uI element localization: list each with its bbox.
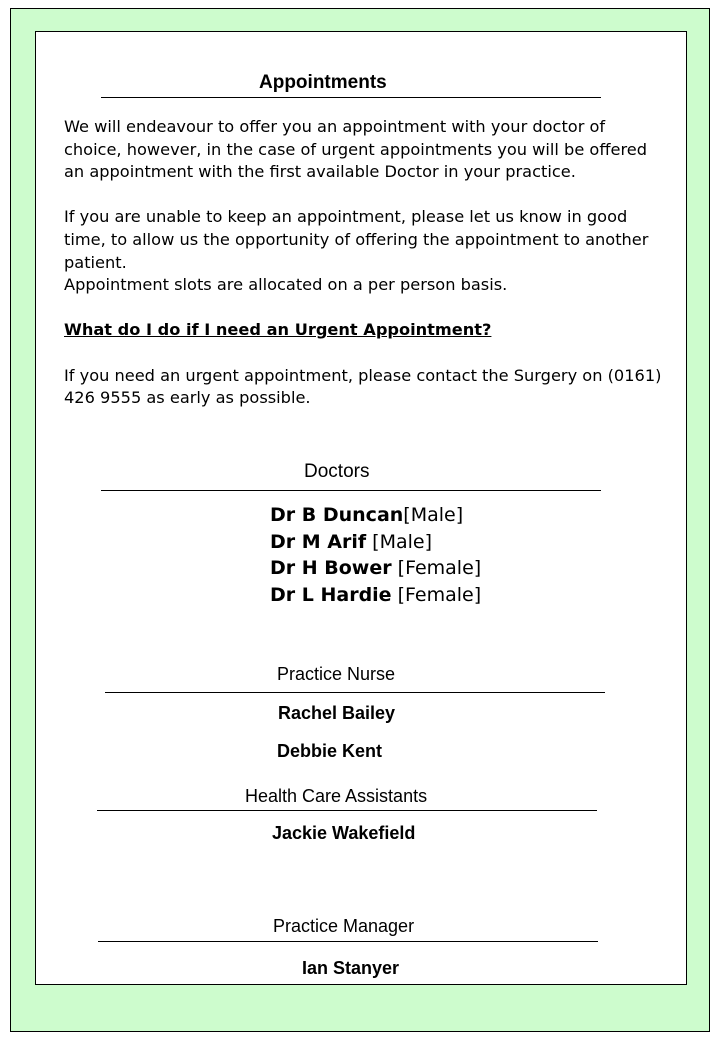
appointments-body [64, 116, 664, 410]
content-panel [35, 31, 687, 985]
hca-divider [97, 810, 597, 811]
doctor-entry [270, 529, 481, 556]
appointments-paragraph-3: Appointment slots are allocated on a per person basis. [64, 275, 508, 295]
nurse-name: Debbie Kent [277, 741, 383, 761]
practice-nurse-heading: Practice Nurse [277, 664, 396, 684]
doctor-gender: [Female] [391, 583, 482, 606]
doctors-list [270, 502, 481, 608]
doctor-gender: [Male] [403, 504, 464, 526]
doctor-gender: [Male] [366, 530, 433, 553]
doctor-name: Dr H Bower [270, 557, 392, 579]
hca-heading: Health Care Assistants [245, 786, 428, 806]
doctor-entry [270, 502, 481, 529]
practice-nurse-divider [105, 692, 605, 693]
doctor-entry [270, 582, 481, 609]
urgent-appointment-heading: What do I do if I need an Urgent Appointment? [64, 320, 492, 340]
practice-manager-divider [98, 941, 598, 942]
doctor-entry [270, 555, 481, 582]
doctors-heading: Doctors [304, 461, 370, 482]
urgent-appointment-text: If you need an urgent appointment, please contact the Surgery on (0161) 426 9555 as early as possible. [64, 365, 662, 408]
doctor-gender: [Female] [391, 557, 482, 579]
doctor-name: Dr B Duncan [270, 504, 404, 526]
page-background [10, 8, 710, 1032]
appointments-divider [101, 97, 601, 98]
doctors-divider [101, 490, 601, 491]
manager-name: Ian Stanyer [302, 958, 400, 978]
nurse-name: Rachel Bailey [278, 703, 396, 723]
doctor-name: Dr L Hardie [270, 583, 392, 606]
practice-manager-heading: Practice Manager [273, 916, 415, 936]
hca-name: Jackie Wakefield [272, 823, 416, 843]
appointments-title: Appointments [259, 72, 387, 93]
doctor-name: Dr M Arif [270, 530, 367, 553]
appointments-paragraph-2: If you are unable to keep an appointment, please let us know in good time, to allow us the opportunity of offering the appointment to another patient. [64, 207, 649, 272]
appointments-paragraph-1: We will endeavour to offer you an appointment with your doctor of choice, however, in the case of urgent appointments you will be offered an appointment with the first available Doctor in your practice. [64, 117, 647, 182]
